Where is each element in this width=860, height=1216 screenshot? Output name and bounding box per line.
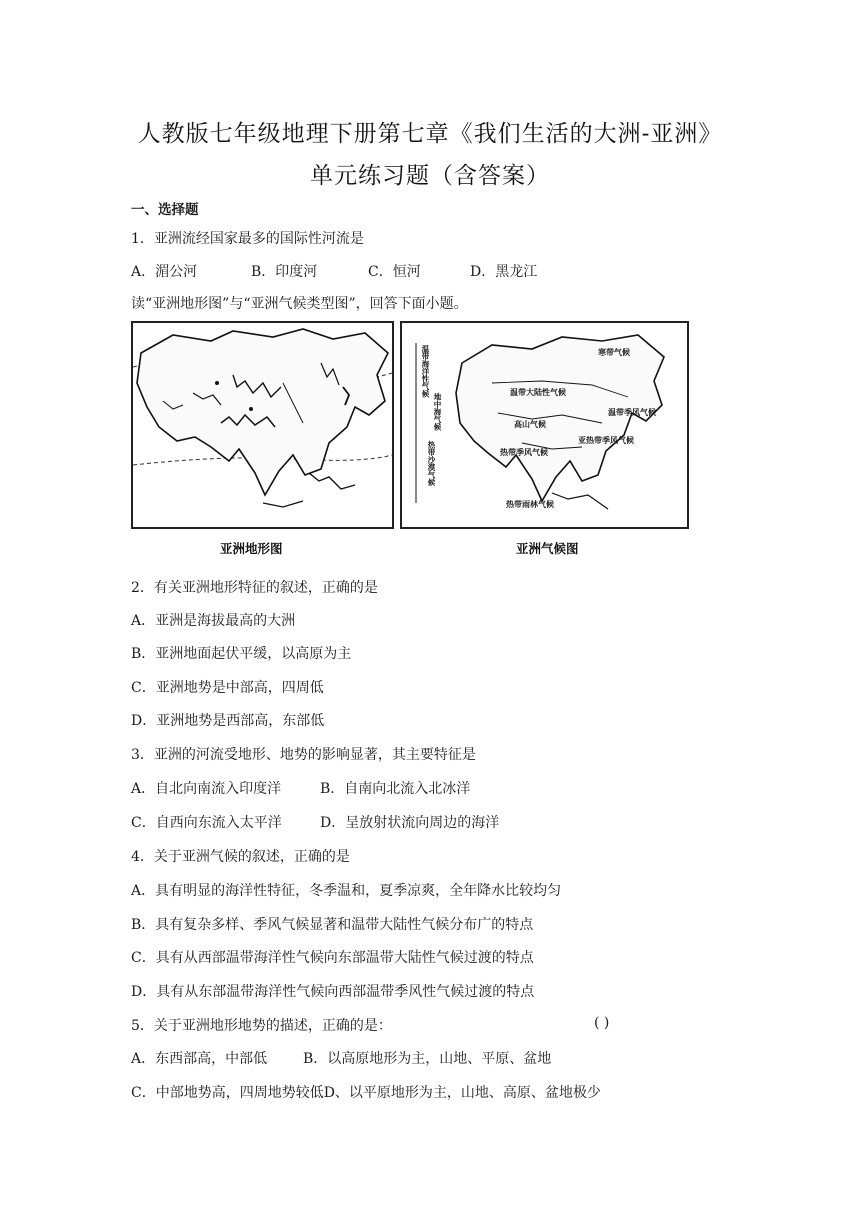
q4-option-c: C．具有从西部温带海洋性气候向东部温带大陆性气候过渡的特点: [131, 950, 534, 966]
q4-option-d: D．具有从东部温带海洋性气候向西部温带季风性气候过渡的特点: [131, 984, 535, 1000]
q4-option-a: A．具有明显的海洋性特征，冬季温和，夏季凉爽，全年降水比较均匀: [131, 883, 562, 899]
q5-stem: 5．关于亚洲地形地势的描述，正确的是：: [131, 1018, 392, 1034]
terrain-map-drawing: [133, 323, 392, 527]
document-title-line-2: 单元练习题（含答案）: [310, 163, 550, 189]
q5-options-cd: C．中部地势高，四周地势较低D、以平原地形为主，山地、高原、盆地极少: [131, 1085, 601, 1101]
climate-label-west-3: 热带沙漠气候: [427, 441, 436, 486]
document-title-line-1: 人教版七年级地理下册第七章《我们生活的大洲-亚洲》: [137, 121, 723, 147]
q1-option-d: D．黑龙江: [470, 264, 538, 280]
climate-label-tundra: 寒带气候: [598, 348, 630, 357]
q5-option-a: A．东西部高，中部低: [131, 1051, 268, 1067]
climate-label-tropical-monsoon: 热带季风气候: [500, 448, 548, 457]
climate-label-highland: 高山气候: [514, 420, 546, 429]
q1-option-b: B．印度河: [251, 264, 318, 280]
climate-label-rainforest: 热带雨林气候: [506, 500, 554, 509]
q2-option-c: C．亚洲地势是中部高，四周低: [131, 680, 324, 696]
q2-option-b: B．亚洲地面起伏平缓，以高原为主: [131, 646, 352, 662]
terrain-map-caption: 亚洲地形图: [220, 541, 283, 556]
section-heading: 一、选择题: [131, 202, 199, 218]
q1-option-c: C．恒河: [368, 264, 421, 280]
climate-map-caption: 亚洲气候图: [516, 541, 579, 556]
q5-options-ab: [131, 1048, 551, 1068]
q5-answer-bracket: ( ): [594, 1015, 610, 1031]
q2-option-a: A．亚洲是海拔最高的大洲: [131, 613, 296, 629]
q1-stem: 1．亚洲流经国家最多的国际性河流是: [131, 231, 364, 247]
q1-options: [131, 261, 537, 281]
maps-intro: 读“亚洲地形图”与“亚洲气候类型图”，回答下面小题。: [131, 296, 468, 312]
q3-options-cd: [131, 812, 499, 832]
q3-option-b: B．自南向北流入北冰洋: [320, 781, 471, 797]
q5-option-b: B．以高原地形为主，山地、平原、盆地: [303, 1051, 552, 1067]
q2-stem: 2．有关亚洲地形特征的叙述，正确的是: [131, 580, 378, 596]
q3-stem: 3．亚洲的河流受地形、地势的影响显著，其主要特征是: [131, 747, 476, 763]
climate-label-west-2: 地中海气候: [433, 393, 442, 431]
q2-option-d: D．亚洲地势是西部高，东部低: [131, 713, 325, 729]
asia-climate-map: [400, 321, 689, 529]
q3-option-c: C．自西向东流入太平洋: [131, 815, 282, 831]
q3-option-d: D．呈放射状流向周边的海洋: [320, 815, 500, 831]
q3-options-ab: [131, 778, 470, 798]
climate-label-temperate-monsoon: 温带季风气候: [608, 408, 656, 417]
climate-label-west-1: 温带海洋性气候: [421, 345, 430, 398]
q1-option-a: A．湄公河: [131, 264, 198, 280]
climate-label-continental: 温带大陆性气候: [510, 388, 566, 397]
q4-stem: 4．关于亚洲气候的叙述，正确的是: [131, 849, 350, 865]
q3-option-a: A．自北向南流入印度洋: [131, 781, 282, 797]
q4-option-b: B．具有复杂多样、季风气候显著和温带大陆性气候分布广的特点: [131, 917, 534, 933]
climate-label-subtropical-monsoon: 亚热带季风气候: [578, 436, 634, 445]
asia-terrain-map: [131, 321, 394, 529]
